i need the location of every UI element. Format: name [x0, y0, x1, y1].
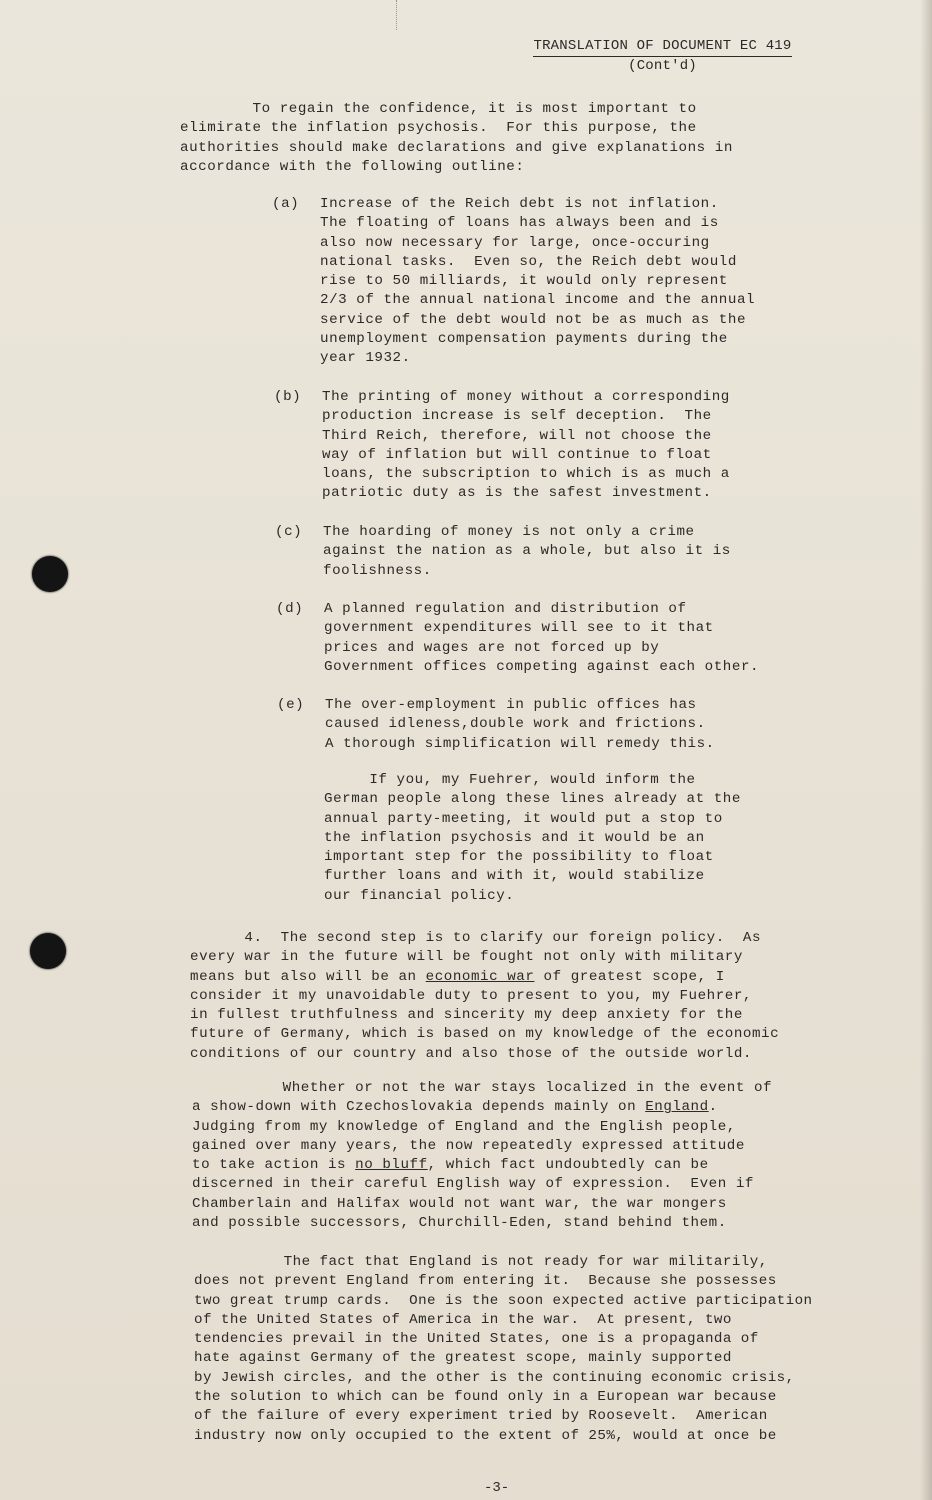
para4-line: means but also will be an — [190, 968, 426, 985]
list-item-label: (b) — [274, 389, 302, 405]
underlined-term: economic war — [425, 968, 535, 985]
staple-mark — [396, 0, 403, 30]
england-line: gained over many years, the now repeatedly expressed attitude — [192, 1137, 745, 1154]
punch-hole-top — [32, 556, 68, 592]
para4-line: 4. The second step is to clarify our foreign policy. As — [190, 930, 762, 946]
england-line: , which fact undoubtedly can be — [427, 1157, 709, 1174]
england-line: a show-down with Czechoslovakia depends mainly on — [192, 1099, 646, 1116]
paragraph-4 — [190, 929, 779, 1064]
para4-line: every war in the future will be fought not only with military — [190, 949, 743, 966]
list-item-text: The over-employment in public offices has caused idleness,double work and frictions. A thorough simplification will remedy this. — [325, 697, 715, 752]
list-item-label: (a) — [272, 196, 300, 212]
paragraph-england — [192, 1079, 772, 1233]
list-item-label: (d) — [276, 601, 304, 617]
england-line: to take action is — [192, 1157, 356, 1174]
list-item-text: The hoarding of money is not only a crime against the nation as a whole, but also it is foolishness. — [323, 524, 731, 579]
list-item-label: (e) — [277, 697, 305, 713]
para4-rest: consider it my unavoidable duty to present to you, my Fuehrer, in fullest truthfulness and sincerity my deep anxiety for the future of Germany, which is based on my knowledge of the economic conditions of our country and also those of the outside world. — [190, 987, 780, 1062]
england-line: . — [708, 1099, 718, 1116]
underlined-term: England — [645, 1099, 709, 1116]
list-item-text: Increase of the Reich debt is not inflation. The floating of loans has always been and is also now necessary for large, once-occuring national tasks. Even so, the Reich debt would rise to 50 milliards, it would only represent 2/3 of the annual national income and the annual service of the debt would not be as much as the unemployment compensation payments during the year 1932. — [320, 196, 756, 367]
intro-paragraph: To regain the confidence, it is most important to elimirate the inflation psychosis. For this purpose, the authorities should make declarations and give explanations in accordance with the following outline: — [180, 101, 733, 175]
document-header — [515, 37, 810, 76]
list-item-text: A planned regulation and distribution of government expenditures will see to it that prices and wages are not forced up by Government offices competing against each other. — [324, 601, 760, 675]
para4-line: of greatest scope, I — [534, 968, 725, 985]
document-subtitle: (Cont'd) — [628, 58, 697, 74]
paper-edge-shadow — [920, 0, 932, 1500]
list-item-text: The printing of money without a corresponding production increase is self deception. The Third Reich, therefore, will not choose the way of inflation but will continue to float loans, the subscription to which is as much a patriotic duty as is the safest investment. — [322, 389, 730, 502]
punch-hole-bottom — [30, 933, 66, 969]
list-item-label: (c) — [275, 524, 303, 540]
fuehrer-paragraph: If you, my Fuehrer, would inform the German people along these lines already at the annual party-meeting, it would put a stop to the inflation psychosis and it would be an important step for the possibility to float further loans and with it, would stabilize our financial policy. — [324, 772, 741, 904]
england-rest: discerned in their careful English way of expression. Even if Chamberlain and Halifax would not want war, the war mongers and possible successors, Churchill-Eden, stand behind them. — [192, 1176, 754, 1232]
document-title: TRANSLATION OF DOCUMENT EC 419 — [533, 37, 791, 57]
underlined-term: no bluff — [355, 1157, 428, 1174]
paragraph-usa: The fact that England is not ready for war militarily, does not prevent England from entering it. Because she possesses two great trump cards. One is the soon expected active participation of the United States of America in the war. At present, two tendencies prevail in the United States, one is a propaganda of hate against Germany of the greatest scope, mainly supported by Jewish circles, and the other is the continuing economic crisis, the solution to which can be found only in a European war because of the failure of every experiment tried by Roosevelt. American industry now only occupied to the extent of 25%, would at once be — [194, 1254, 813, 1444]
page-number: -3- — [484, 1480, 510, 1496]
england-line: Whether or not the war stays localized in the event of — [192, 1080, 773, 1096]
england-line: Judging from my knowledge of England and the English people, — [192, 1118, 736, 1135]
